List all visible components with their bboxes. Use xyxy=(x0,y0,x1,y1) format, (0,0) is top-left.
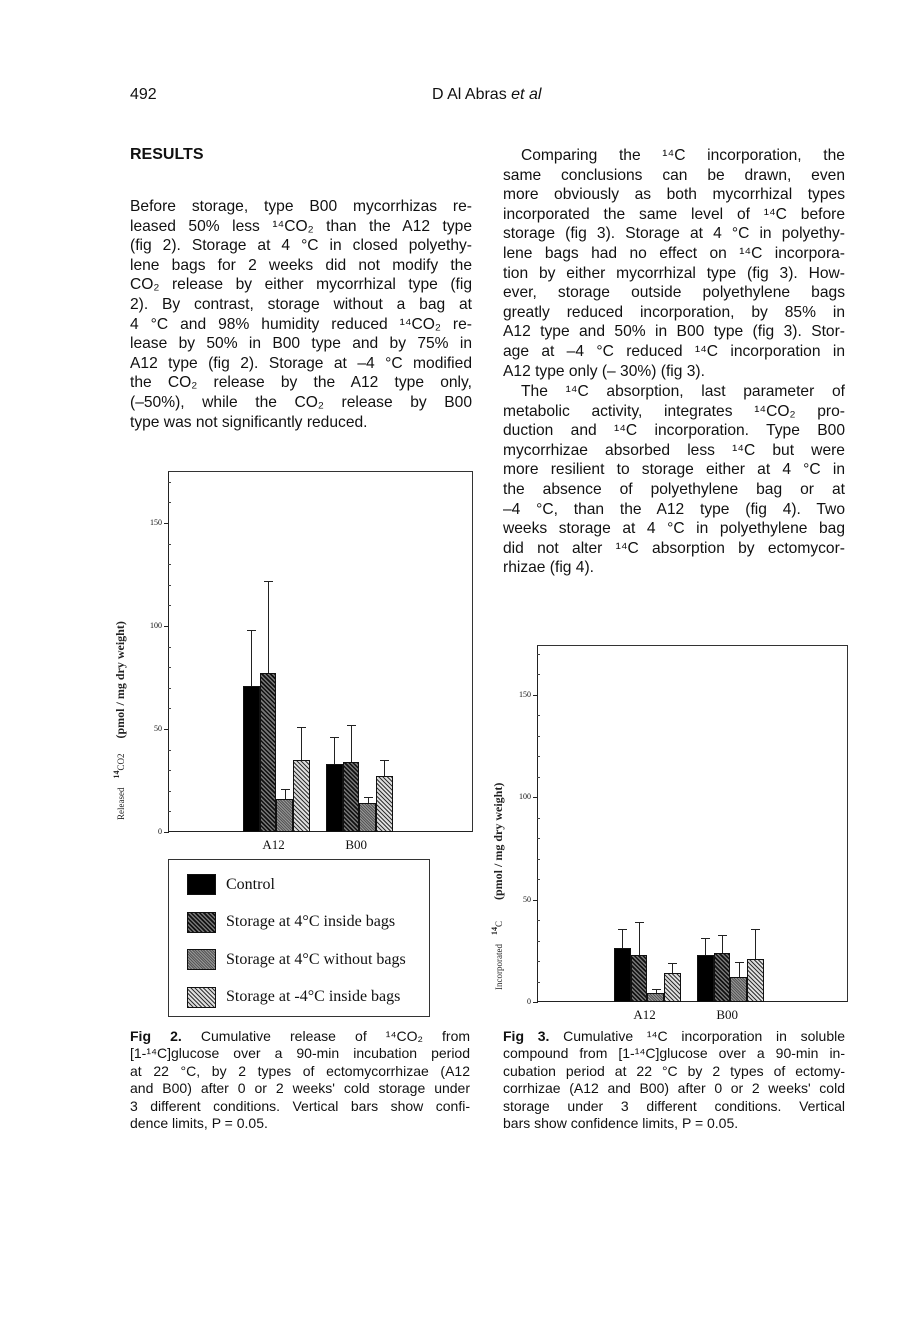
y-tick xyxy=(537,715,540,716)
caption-line: compound from [1-¹⁴C]glucose over a 90-min in- xyxy=(503,1045,845,1062)
y-tick xyxy=(164,729,169,730)
y-tick xyxy=(537,941,540,942)
text-line: age at –4 °C reduced ¹⁴C incorporation in xyxy=(503,342,845,360)
x-category-label: A12 xyxy=(262,837,285,852)
error-bar xyxy=(739,962,740,977)
text-line: The ¹⁴C absorption, last parameter of xyxy=(521,383,845,400)
y-tick xyxy=(537,756,540,757)
y-tick xyxy=(168,564,171,565)
error-cap xyxy=(281,789,290,790)
text-line: type was not significantly reduced. xyxy=(130,413,368,431)
results-paragraph xyxy=(130,197,472,432)
caption-line: at 22 °C, by 2 types of ectomycorrhizae (A12 xyxy=(130,1062,470,1079)
y-tick xyxy=(537,674,540,675)
error-cap xyxy=(701,938,710,939)
error-bar xyxy=(722,935,723,952)
y-tick xyxy=(168,708,171,709)
text-line: duction and ¹⁴C incorporation. Type B00 xyxy=(503,422,845,440)
fig3-caption xyxy=(503,1028,845,1132)
caption-line: Fig 2. Cumulative release of ¹⁴CO₂ from xyxy=(130,1028,471,1044)
legend-item xyxy=(187,949,406,970)
y-tick xyxy=(537,859,540,860)
section-heading: RESULTS xyxy=(130,146,204,163)
text-line: the CO₂ release by the A12 type only, xyxy=(130,374,472,392)
y-tick-label: 150 xyxy=(519,689,531,699)
legend-label: Storage at -4°C inside bags xyxy=(226,988,401,1005)
running-head xyxy=(432,86,541,104)
text-line: A12 type (fig 2). Storage at –4 °C modified xyxy=(130,354,472,372)
bar-a12-storage-at-4-c-without-bags xyxy=(647,993,664,1002)
y-tick xyxy=(168,688,171,689)
error-bar xyxy=(268,581,269,674)
bar-b00-storage-at-4-c-inside-bags xyxy=(747,959,764,1002)
legend-label: Control xyxy=(226,875,275,893)
y-tick-label: 150 xyxy=(150,518,162,527)
y-tick-label: 100 xyxy=(519,792,531,801)
text-line: weeks storage at 4 °C in polyethylene bag xyxy=(503,520,845,538)
text-line: rhizae (fig 4). xyxy=(503,559,594,577)
running-head-etal: et al xyxy=(511,86,542,103)
y-tick xyxy=(537,961,540,962)
y-tick-label: 0 xyxy=(158,827,162,836)
y-tick xyxy=(168,791,171,792)
bar-a12-storage-at-4-c-inside-bags xyxy=(293,760,310,832)
error-cap xyxy=(380,760,389,761)
y-tick xyxy=(168,647,171,648)
error-cap xyxy=(718,935,727,936)
error-cap xyxy=(652,989,661,990)
text-line: CO₂ release by either mycorrhizal type (fig xyxy=(130,276,472,294)
bar-a12-storage-at-4-c-without-bags xyxy=(276,799,293,832)
legend-swatch-inside xyxy=(187,912,216,933)
bar-b00-control xyxy=(326,764,343,832)
bar-a12-storage-at-4-c-inside-bags xyxy=(260,673,277,832)
y-tick xyxy=(168,811,171,812)
text-line: (fig 2). Storage at 4 °C in closed polyethy- xyxy=(130,237,472,255)
y-tick-label: 50 xyxy=(154,724,162,733)
legend-item xyxy=(187,912,395,933)
error-bar xyxy=(639,922,640,955)
text-line: lease by 50% in B00 type and by 75% in xyxy=(130,335,472,353)
y-tick xyxy=(533,1002,538,1003)
page-number: 492 xyxy=(130,86,157,103)
caption-line: and B00) after 0 or 2 weeks' cold storage under xyxy=(130,1080,470,1097)
text-line: incorporated the same level of ¹⁴C before xyxy=(503,205,845,223)
fig3-y-axis-label: Incorporated $^{14}$C (pmol / mg dry weight) xyxy=(490,782,505,990)
incorporation-paragraph xyxy=(503,146,845,381)
legend-item xyxy=(187,987,400,1008)
y-tick-label: 0 xyxy=(527,997,531,1006)
y-axis xyxy=(168,472,169,832)
y-axis xyxy=(537,646,538,1002)
text-line: lene bags had no effect on ¹⁴C incorpora- xyxy=(503,244,845,262)
x-category-label: A12 xyxy=(633,1007,656,1022)
text-line: more resilient to storage either at 4 °C in xyxy=(503,461,845,479)
y-tick xyxy=(168,770,171,771)
error-bar xyxy=(672,963,673,973)
text-line: A12 type only (– 30%) (fig 3). xyxy=(503,362,705,380)
y-tick xyxy=(168,585,171,586)
y-tick xyxy=(164,523,169,524)
error-bar xyxy=(334,737,335,764)
caption-line: bars show confidence limits, P = 0.05. xyxy=(503,1115,739,1132)
error-cap xyxy=(347,725,356,726)
caption-label: Fig 3. xyxy=(503,1028,550,1044)
text-line: mycorrhizae absorbed less ¹⁴C but were xyxy=(503,441,845,459)
y-tick xyxy=(537,654,540,655)
x-axis xyxy=(168,831,472,832)
bar-b00-storage-at-4-c-inside-bags xyxy=(343,762,360,832)
fig3-chart xyxy=(519,645,848,1022)
text-line: 4 °C and 98% humidity reduced ¹⁴CO₂ re- xyxy=(130,315,472,333)
y-tick xyxy=(168,544,171,545)
text-line: did not alter ¹⁴C absorption by ectomycor- xyxy=(503,539,845,557)
x-category-label: B00 xyxy=(716,1007,739,1022)
legend-swatch-minus4 xyxy=(187,987,216,1008)
error-bar xyxy=(705,938,706,954)
caption-line: Fig 3. Cumulative ¹⁴C incorporation in soluble xyxy=(503,1028,845,1044)
bar-b00-storage-at-4-c-without-bags xyxy=(730,977,747,1002)
bar-a12-control xyxy=(243,686,260,832)
y-tick xyxy=(164,626,169,627)
text-line: leased 50% less ¹⁴CO₂ than the A12 type xyxy=(130,217,472,235)
error-cap xyxy=(751,929,760,930)
text-line: the absence of polyethylene bag or at xyxy=(503,480,845,498)
bar-a12-storage-at-4-c-inside-bags xyxy=(664,973,681,1002)
bar-b00-control xyxy=(697,955,714,1002)
error-cap xyxy=(668,963,677,964)
text-line: Before storage, type B00 mycorrhizas re- xyxy=(130,198,472,215)
y-tick xyxy=(533,695,538,696)
caption-line: cubation period at 22 °C by 2 types of ectomy- xyxy=(503,1062,845,1079)
y-tick xyxy=(533,797,538,798)
error-bar xyxy=(301,727,302,760)
text-line: Comparing the ¹⁴C incorporation, the xyxy=(521,147,845,164)
caption-line: dence limits, P = 0.05. xyxy=(130,1115,268,1132)
bar-a12-control xyxy=(614,948,631,1002)
text-line: tion by either mycorrhizal type (fig 3). How- xyxy=(503,264,845,282)
fig2-caption xyxy=(130,1028,470,1132)
error-cap xyxy=(264,581,273,582)
x-axis xyxy=(537,1001,847,1002)
caption-line: [1-¹⁴C]glucose over a 90-min incubation period xyxy=(130,1045,470,1062)
text-line: lene bags for 2 weeks did not modify the xyxy=(130,256,472,274)
text-line: same conclusions can be drawn, even xyxy=(503,166,845,184)
error-cap xyxy=(635,922,644,923)
error-cap xyxy=(247,630,256,631)
error-cap xyxy=(618,929,627,930)
y-tick xyxy=(533,900,538,901)
fig2-chart xyxy=(150,471,473,852)
y-tick xyxy=(537,838,540,839)
legend-item xyxy=(187,874,275,895)
error-cap xyxy=(330,737,339,738)
bar-b00-storage-at-4-c-inside-bags xyxy=(376,776,393,832)
error-cap xyxy=(364,797,373,798)
y-tick xyxy=(537,982,540,983)
text-line: A12 type and 50% in B00 type (fig 3). Stor- xyxy=(503,323,845,341)
y-tick xyxy=(537,818,540,819)
caption-label: Fig 2. xyxy=(130,1028,182,1044)
error-bar xyxy=(755,929,756,959)
text-line: more obviously as both mycorrhizal types xyxy=(503,186,845,204)
bar-b00-storage-at-4-c-without-bags xyxy=(359,803,376,832)
x-category-label: B00 xyxy=(345,837,368,852)
caption-line: storage under 3 different conditions. Vertical xyxy=(503,1097,845,1114)
error-bar xyxy=(384,760,385,776)
y-tick xyxy=(168,667,171,668)
legend-swatch-control xyxy=(187,874,216,895)
y-tick xyxy=(537,736,540,737)
error-bar xyxy=(251,630,252,686)
bar-a12-storage-at-4-c-inside-bags xyxy=(631,955,648,1002)
chart-legend xyxy=(168,859,430,1017)
y-tick-label: 100 xyxy=(150,621,162,630)
legend-label: Storage at 4°C without bags xyxy=(226,950,406,968)
error-bar xyxy=(285,789,286,799)
caption-line: corrhizae (A12 and B00) after 0 or 2 weeks' cold xyxy=(503,1080,845,1097)
legend-swatch-without xyxy=(187,949,216,970)
y-tick xyxy=(537,879,540,880)
running-head-authors: D Al Abras xyxy=(432,86,507,103)
error-bar xyxy=(351,725,352,762)
absorption-paragraph xyxy=(503,382,845,578)
y-tick xyxy=(168,605,171,606)
y-tick xyxy=(168,482,171,483)
text-line: greatly reduced incorporation, by 85% in xyxy=(503,303,845,321)
error-cap xyxy=(735,962,744,963)
text-line: ever, storage outside polyethylene bags xyxy=(503,284,845,302)
text-line: (–50%), while the CO₂ release by B00 xyxy=(130,393,472,411)
y-tick xyxy=(168,750,171,751)
legend-label: Storage at 4°C inside bags xyxy=(226,913,396,930)
fig2-y-axis-label: Released $^{14}$CO2 (pmol / mg dry weight) xyxy=(112,621,127,820)
error-cap xyxy=(297,727,306,728)
y-tick-label: 50 xyxy=(523,894,531,904)
y-tick xyxy=(537,920,540,921)
bar-b00-storage-at-4-c-inside-bags xyxy=(714,953,731,1002)
y-tick xyxy=(537,777,540,778)
caption-line: 3 different conditions. Vertical bars show confi- xyxy=(130,1097,470,1114)
text-line: metabolic activity, integrates ¹⁴CO₂ pro- xyxy=(503,402,845,420)
text-line: storage (fig 3). Storage at 4 °C in polyethy- xyxy=(503,225,845,243)
error-bar xyxy=(622,929,623,947)
text-line: 2). By contrast, storage without a bag at xyxy=(130,295,472,313)
y-tick xyxy=(168,502,171,503)
y-tick xyxy=(164,832,169,833)
text-line: –4 °C, than the A12 type (fig 4). Two xyxy=(503,500,845,518)
